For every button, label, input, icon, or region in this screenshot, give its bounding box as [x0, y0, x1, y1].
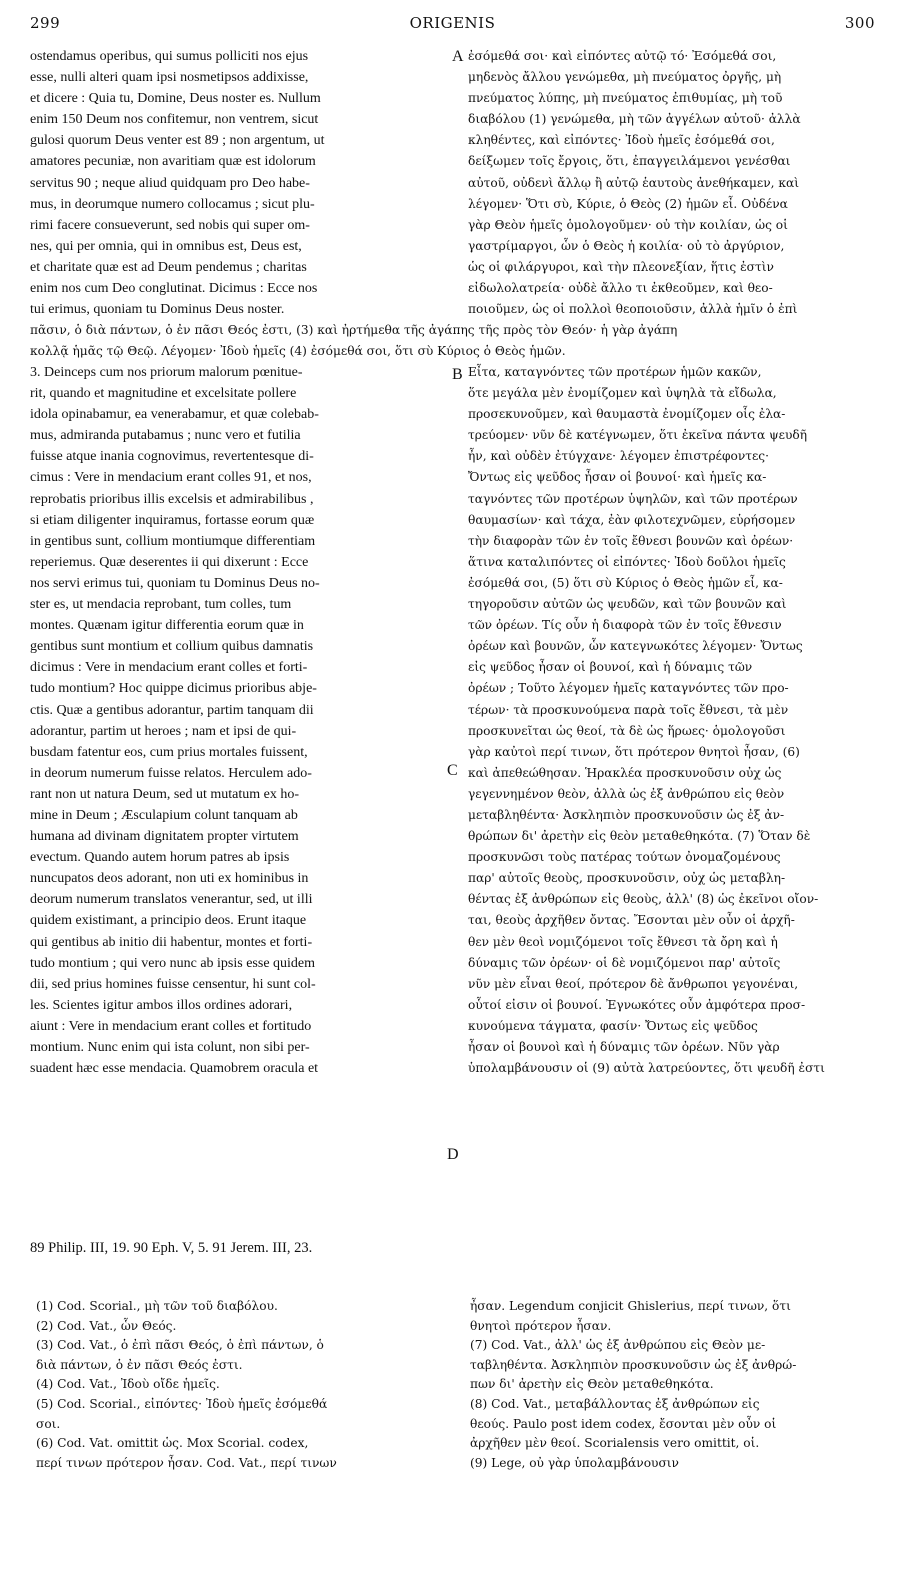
margin-marker-c: C: [447, 762, 458, 779]
footnote-line: (8) Cod. Vat., μεταβάλλοντας ἐξ ἀνθρώπων εἰς: [470, 1396, 760, 1411]
text-line: μηδενὸς ἄλλου γενώμεθα, μὴ πνεύματος ὀργῆς, μὴ: [468, 70, 782, 85]
text-line: ostendamus operibus, qui sumus polliciti nos ejus: [30, 49, 309, 64]
text-line: nes, qui per omnia, qui in omnibus est, Deus est,: [30, 238, 302, 254]
greek-column-main: [468, 362, 880, 1079]
text-line: montes. Quænam igitur differentia eorum quæ in: [30, 618, 304, 634]
text-line: ster es, ut mendacia reprobant, tum colles, tum: [30, 597, 292, 613]
text-line: dii, sed prius homines fuisse censentur, hi sunt col-: [30, 976, 316, 992]
text-line: cimus : Vere in mendacium erant colles 91, et nos,: [30, 470, 312, 486]
text-line: nos servi erimus tui, quoniam tu Dominus Deus no-: [30, 575, 320, 591]
text-line: πνεύματος λύπης, μὴ πνεύματος ἐπιθυμίας, μὴ τοῦ: [468, 91, 783, 106]
text-line: ἅτινα καταλιπόντες οἱ εἰπόντες· Ἰδοὺ δοῦλοι ἡμεῖς: [468, 554, 786, 569]
text-line: αὐτοῦ, οὐδενὶ ἄλλῳ ἢ αὐτῷ ἑαυτοὺς ἀνεθήκαμεν, καὶ: [468, 175, 800, 190]
greek-column-top: [468, 46, 880, 320]
text-line: gentibus sunt montium et collium quibus damnatis: [30, 639, 314, 655]
footnote-line: (4) Cod. Vat., Ἰδοὺ οἴδε ἡμεῖς.: [36, 1377, 220, 1392]
page-number-left: 299: [30, 14, 61, 32]
text-line: amatores pecuniæ, non avaritiam quæ est idolorum: [30, 154, 316, 170]
text-line: deorum numerum translatos venerantur, sed, ut illi: [30, 892, 313, 908]
text-line: in deorum numerum fuisse relatos. Herculem ado-: [30, 765, 312, 781]
text-line: fuisse atque inania cognovimus, revertentesque di-: [30, 449, 314, 465]
footnote-line: θνητοὶ πρότερον ἦσαν.: [470, 1318, 612, 1333]
footnote-line: περί τινων πρότερον ἦσαν. Cod. Vat., περί τινων: [36, 1455, 337, 1470]
text-line: πᾶσιν, ὁ διὰ πάντων, ὁ ἐν πᾶσι Θεός ἐστι, (3) καὶ ἠρτήμεθα τῆς ἀγάπης τῆς πρὸς τὸν Θεόν· ἡ γὰρ ἀγάπη: [30, 323, 678, 337]
footnote-line: ταβληθέντα. Ἀσκληπιὸν προσκυνοῦσιν ὡς ἐξ ἀνθρώ-: [470, 1357, 797, 1372]
text-line: quidem existimant, a principio deos. Erunt itaque: [30, 913, 307, 929]
text-line: μεταβληθέντα· Ἀσκληπιὸν προσκυνοῦσιν ὡς ἐξ ἀν-: [468, 807, 785, 822]
text-line: ὅτε μεγάλα μὲν ἐνομίζομεν καὶ ὑψηλὰ τὰ εἴδωλα,: [468, 386, 777, 401]
text-line: 3. Deinceps cum nos priorum malorum pœnitue-: [30, 365, 303, 380]
footnote-line: ἦσαν. Legendum conjicit Ghislerius, περί τινων, ὅτι: [470, 1299, 791, 1313]
text-line: ὑπολαμβάνουσιν οἱ (9) αὐτὰ λατρεύοντες, ὅτι ψευδῆ ἐστι: [468, 1061, 825, 1076]
text-line: θαυμασίων· καὶ τάχα, ἐὰν φιλοτεχνῶμεν, εὑρήσομεν: [468, 512, 796, 527]
text-line: τηγοροῦσιν αὐτῶν ὡς ψευδῶν, καὶ τῶν βουνῶν καὶ: [468, 597, 787, 612]
text-line: montium. Nunc enim qui ista colunt, non sibi per-: [30, 1040, 310, 1055]
text-line: νῦν μὲν εἶναι θεοί, πρότερον δὲ ἄνθρωποι γεγονέναι,: [468, 976, 799, 991]
text-line: οὗτοί εἰσιν οἱ βουνοί. Ἐγνωκότες οὖν ἀμφότερα προσ-: [468, 997, 806, 1012]
text-line: rant non ut natura Deum, sed ut mutatum ex ho-: [30, 786, 300, 802]
text-line: τρεύομεν· νῦν δὲ κατέγνωμεν, ὅτι ἐκεῖνα πάντα ψευδῆ: [468, 428, 808, 443]
footnote-line: (7) Cod. Vat., ἀλλ' ὡς ἐξ ἀνθρώπου εἰς Θεὸν με-: [470, 1338, 766, 1353]
text-line: λέγομεν· Ὅτι σὺ, Κύριε, ὁ Θεὸς (2) ἡμῶν εἶ. Οὐδένα: [468, 196, 788, 211]
scripture-references: 89 Philip. III, 19. 90 Eph. V, 5. 91 Jerem. III, 23.: [30, 1240, 313, 1256]
text-line: dicimus : Vere in mendacium erant colles et forti-: [30, 660, 308, 676]
text-line: tudo montium? Hoc quippe dicimus prioribus abje-: [30, 681, 317, 697]
text-line: διαβόλου (1) γενώμεθα, μὴ τῶν ἀγγέλων αὐτοῦ· ἀλλὰ: [468, 112, 801, 127]
text-line: ὀρέων καὶ βουνῶν, ὧν κατεγνωκότες λέγομεν· Ὄντως: [468, 639, 803, 654]
full-width-greek: [30, 320, 880, 362]
text-line: ταγνόντες τῶν προτέρων ὑψηλῶν, καὶ τῶν προτέρων: [468, 491, 798, 506]
text-line: εἰδωλολατρεία· οὐδὲ ἄλλο τι ἐκθεοῦμεν, καὶ θεο-: [468, 281, 773, 296]
footnote-line: (5) Cod. Scorial., εἰπόντες· Ἰδοὺ ἡμεῖς ἐσόμεθά: [36, 1396, 328, 1411]
text-line: προσκυνεῖται ὡς θεοί, τὰ δὲ ὡς ἥρωες· ὁμολογοῦσι: [468, 723, 786, 738]
text-line: γεγεννημένον θεὸν, ἀλλὰ ὡς ἐξ ἀνθρώπου εἰς θεὸν: [468, 786, 785, 801]
text-line: qui gentibus ab initio dii habentur, montes et forti-: [30, 934, 313, 950]
text-line: enim nos cum Deo conglutinat. Dicimus : Ecce nos: [30, 281, 318, 297]
text-line: καὶ ἀπεθεώθησαν. Ἡρακλέα προσκυνοῦσιν οὐχ ὡς: [468, 765, 782, 780]
margin-marker-a: A: [452, 48, 464, 65]
text-line: si etiam diligenter inquiramus, fortasse eorum quæ: [30, 512, 315, 528]
text-line: servitus 90 ; neque aliud quidquam pro Deo habe-: [30, 175, 310, 191]
text-line: προσεκυνοῦμεν, καὶ θαυμαστὰ ἐνομίζομεν οἷς ἐλα-: [468, 407, 786, 422]
text-line: ἐσόμεθά σοι· καὶ εἰπόντες αὐτῷ τό· Ἐσόμεθά σοι,: [468, 49, 777, 63]
margin-marker-b: B: [452, 366, 463, 383]
footnote-line: διὰ πάντων, ὁ ἐν πᾶσι Θεός ἐστι.: [36, 1357, 243, 1372]
text-line: γὰρ Θεὸν ἡμεῖς ὁμολογοῦμεν· οὐ τὴν κοιλίαν, ὡς οἱ: [468, 217, 788, 232]
text-line: busdam fatentur eos, cum prius mortales fuissent,: [30, 744, 308, 760]
text-line: suadent hæc esse mendacia. Quamobrem oracula et: [30, 1061, 319, 1077]
running-header: [30, 14, 875, 40]
text-line: humana ad divinam dignitatem propter virtutem: [30, 829, 299, 845]
margin-marker-d: D: [447, 1146, 459, 1163]
footnote-line: (1) Cod. Scorial., μὴ τῶν τοῦ διαβόλου.: [36, 1299, 278, 1313]
text-line: δύναμις τῶν ὀρέων· οἱ δὲ νομιζόμενοι παρ' αὐτοῖς: [468, 955, 781, 970]
text-line: δείξωμεν τοῖς ἔργοις, ὅτι, ἐπαγγειλάμενοι γενέσθαι: [468, 154, 791, 169]
text-line: ἦσαν οἱ βουνοὶ καὶ ἡ δύναμις τῶν ὀρέων. Νῦν γὰρ: [468, 1040, 780, 1054]
text-line: mine in Deum ; Æsculapium colunt tanquam ab: [30, 807, 298, 823]
text-line: θρώπων δι' ἀρετὴν εἰς θεὸν μεταθεθηκότα. (7) Ὅταν δὲ: [468, 829, 811, 844]
footnote-line: σοι.: [36, 1416, 61, 1431]
text-line: θεν μὲν θεοὶ νομιζόμενοι τοῖς ἔθνεσι τὰ ὄρη καὶ ἡ: [468, 934, 778, 949]
text-line: ctis. Quæ a gentibus adorantur, partim tanquam dii: [30, 702, 314, 718]
footnote-line: (3) Cod. Vat., ὁ ἐπὶ πᾶσι Θεός, ὁ ἐπὶ πάντων, ὁ: [36, 1338, 324, 1353]
text-line: rimi facere consueverunt, sed nobis qui super om-: [30, 217, 310, 233]
text-line: γὰρ καὐτοὶ περί τινων, ὅτι πρότερον θνητοὶ ἦσαν, (6): [468, 744, 800, 759]
text-line: Εἶτα, καταγνόντες τῶν προτέρων ἡμῶν κακῶν,: [468, 365, 762, 379]
text-line: in gentibus sunt, collium montiumque differentiam: [30, 533, 316, 549]
text-line: εἰς ψεῦδος ἦσαν οἱ βουνοί, καὶ ἡ δύναμις τῶν: [468, 660, 753, 675]
text-line: τέρων· τὰ προσκυνούμενα παρὰ τοῖς ἔθνεσι, τὰ μὲν: [468, 702, 789, 717]
text-line: τὴν διαφορὰν τῶν ἐν τοῖς ἔθνεσι βουνῶν καὶ ὀρέων·: [468, 533, 794, 548]
footnote-line: θεούς. Paulo post idem codex, ἔσονται μὲν οὖν οἱ: [470, 1416, 777, 1431]
text-line: esse, nulli alteri quam ipsi nosmetipsos addixisse,: [30, 70, 309, 86]
text-line: ὀρέων ; Τοῦτο λέγομεν ἡμεῖς καταγνόντες τῶν προ-: [468, 681, 789, 696]
text-line: reprobatis prioribus illis excelsis et admirabilibus ,: [30, 491, 314, 507]
text-line: rit, quando et magnitudine et excelsitate pollere: [30, 386, 297, 402]
text-line: ἐσόμεθά σοι, (5) ὅτι σὺ Κύριος ὁ Θεὸς ἡμῶν εἶ, κα-: [468, 575, 783, 590]
footnote-line: ἀρχῆθεν μὲν θεοί. Scorialensis vero omittit, οἱ.: [470, 1436, 760, 1451]
text-line: mus, admiranda putabamus ; nunc vero et futilia: [30, 428, 301, 444]
text-line: τῶν ὀρέων. Τίς οὖν ἡ διαφορὰ τῶν ἐν τοῖς ἔθνεσιν: [468, 618, 782, 633]
latin-column-main: [30, 362, 450, 1079]
footnote-line: (2) Cod. Vat., ὧν Θεός.: [36, 1318, 177, 1333]
text-line: reperiemus. Quæ deserentes ii qui dixerunt : Ecce: [30, 554, 309, 570]
text-line: adorantur, partim ut heroes ; nam et ipsi de qui-: [30, 723, 297, 739]
text-line: ποιοῦμεν, ὡς οἱ πολλοὶ θεοποιοῦσιν, ἀλλὰ ἡμῖν ὁ ἐπὶ: [468, 302, 798, 317]
text-line: tudo montium ; qui vero nunc ab ipsis esse quidem: [30, 955, 316, 971]
text-line: evectum. Quando autem horum patres ab ipsis: [30, 850, 290, 866]
text-line: nuncupatos deos adorant, non uti ex hominibus in: [30, 871, 309, 887]
text-line: et dicere : Quia tu, Domine, Deus noster es. Nullum: [30, 91, 321, 107]
page-number-right: 300: [844, 14, 875, 32]
text-line: les. Scientes igitur ambos illos ordines adorari,: [30, 997, 293, 1013]
text-line: mus, in deorumque numero collocamus ; sicut plu-: [30, 196, 315, 212]
text-line: enim 150 Deum nos confitemur, non ventrem, sicut: [30, 112, 319, 128]
text-line: θέντας ἐξ ἀνθρώπων εἰς θεοὺς, ἀλλ' (8) ὡς ἐκεῖνοι οἴον-: [468, 892, 819, 907]
text-line: et charitate quæ est ad Deum pendemus ; charitas: [30, 259, 307, 275]
running-title: ORIGENIS: [409, 14, 496, 32]
footnotes-left: [36, 1297, 446, 1473]
text-line: ὡς οἱ φιλάργυροι, καὶ τὴν πλεονεξίαν, ἥτις ἐστὶν: [468, 259, 774, 274]
text-line: ται, θεοὺς ἀρχῆθεν ὄντας. Ἔσονται μὲν οὖν οἱ ἀρχῆ-: [468, 913, 795, 928]
text-line: κληθέντες, καὶ εἰπόντες· Ἰδοὺ ἡμεῖς ἐσόμεθά σοι,: [468, 133, 775, 148]
latin-column-top: [30, 46, 450, 320]
text-line: κυνούμενα τάγματα, φασίν· Ὄντως εἰς ψεῦδος: [468, 1018, 758, 1033]
footnote-line: (6) Cod. Vat. omittit ὡς. Mox Scorial. codex,: [36, 1436, 309, 1451]
text-line: γαστρίμαργοι, ὧν ὁ Θεὸς ἡ κοιλία· οὐ τὸ ἀργύριον,: [468, 238, 785, 253]
text-line: aiunt : Vere in mendacium erant colles et fortitudo: [30, 1018, 312, 1034]
text-line: κολλᾷ ἡμᾶς τῷ Θεῷ. Λέγομεν· Ἰδοὺ ἡμεῖς (4) ἐσόμεθά σοι, ὅτι σὺ Κύριος ὁ Θεὸς ἡμῶν.: [30, 344, 566, 359]
footnote-line: πων δι' ἀρετὴν εἰς Θεὸν μεταθεθηκότα.: [470, 1377, 714, 1392]
text-line: προσκυνῶσι τοὺς πατέρας τούτων ὀνομαζομένους: [468, 850, 781, 865]
text-line: ἦν, καὶ οὐδὲν ἐτύγχανε· λέγομεν ἐπιστρέφοντες·: [468, 449, 770, 464]
text-line: παρ' αὐτοῖς θεοὺς, προσκυνοῦσιν, οὐχ ὡς μεταβλη-: [468, 871, 786, 886]
text-line: gulosi quorum Deus venter est 89 ; non argentum, ut: [30, 133, 325, 149]
text-line: Ὄντως εἰς ψεῦδος ἦσαν οἱ βουνοί· καὶ ἡμεῖς κα-: [468, 470, 767, 485]
text-line: idola opinabamur, ea venerabamur, et quæ colebab-: [30, 407, 319, 423]
footnotes-right: [470, 1297, 875, 1473]
text-line: tui erimus, quoniam tu Dominus Deus noster.: [30, 302, 285, 318]
footnote-line: (9) Lege, οὐ γὰρ ὑπολαμβάνουσιν: [470, 1455, 679, 1470]
